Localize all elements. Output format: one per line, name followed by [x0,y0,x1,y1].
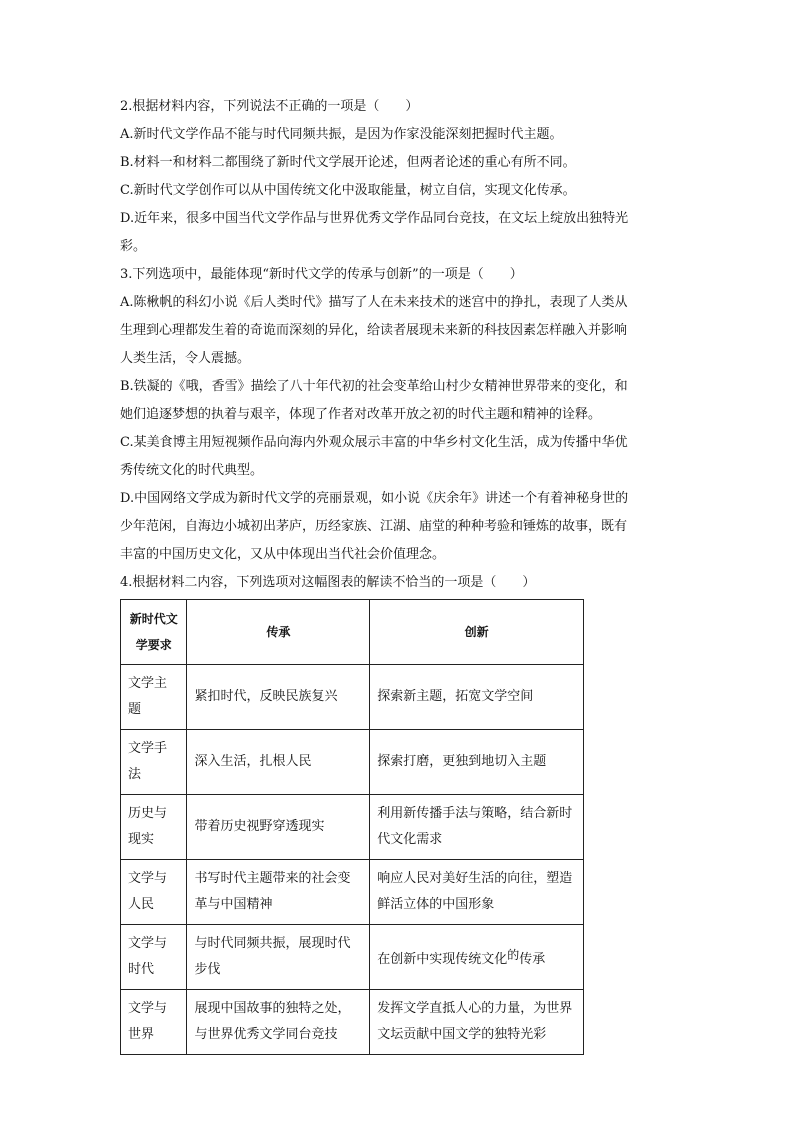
cell-superscript: 的 [507,947,520,962]
table-header: 新时代文学要求 [121,600,187,665]
q3-option-d-l3: 丰富的中国历史文化，又从中体现出当代社会价值理念。 [120,547,446,562]
question-4-stem: 4.根据材料二内容，下列选项对这幅图表的解读不恰当的一项是（ ） [120,575,536,590]
table-cell: 文学手法 [121,730,187,795]
table-row [121,860,584,925]
table-row [121,730,584,795]
q3-option-b-l2: 她们追逐梦想的执着与艰辛，体现了作者对改革开放之初的时代主题和精神的诠释。 [120,407,602,422]
table-cell: 探索打磨，更独到地切入主题 [370,730,584,795]
table-cell: 发挥文学直抵人心的力量，为世界文坛贡献中国文学的独特光彩 [370,990,584,1055]
table-cell: 书写时代主题带来的社会变革与中国精神 [187,860,370,925]
table-row [121,665,584,730]
q3-option-d-l2: 少年范闲，自海边小城初出茅庐，历经家族、江湖、庙堂的种种考验和锤炼的故事，既有 [120,519,628,534]
table-cell: 与时代同频共振，展现时代步伐 [187,925,370,990]
table-cell: 文学与人民 [121,860,187,925]
q3-option-b-l1: B.铁凝的《哦，香雪》描绘了八十年代初的社会变革给山村少女精神世界带来的变化，和 [120,379,628,394]
table-row [121,795,584,860]
q3-option-a-l1: A.陈楸帆的科幻小说《后人类时代》描写了人在未来技术的迷宫中的挣扎，表现了人类从 [120,295,628,310]
q2-option-d-cont: 彩。 [120,239,147,254]
q3-option-c-l2: 秀传统文化的时代典型。 [120,463,264,478]
table-cell: 文学与世界 [121,990,187,1055]
question-3-stem: 3.下列选项中，最能体现“新时代文学的传承与创新”的一项是（ ） [120,267,523,282]
table-cell: 带着历史视野穿透现实 [187,795,370,860]
table-cell: 历史与现实 [121,795,187,860]
table-cell: 紧扣时代，反映民族复兴 [187,665,370,730]
table-cell: 文学与时代 [121,925,187,990]
table-row [121,990,584,1055]
question-2-stem: 2.根据材料内容，下列说法不正确的一项是（ ） [120,99,419,114]
table-cell-mixed [370,925,584,990]
table-cell: 响应人民对美好生活的向往，塑造鲜活立体的中国形象 [370,860,584,925]
table-header-row [121,600,584,665]
table-cell: 展现中国故事的独特之处，与世界优秀文学同台竞技 [187,990,370,1055]
exam-page [120,93,680,1055]
q2-option-a: A.新时代文学作品不能与时代同频共振，是因为作家没能深刻把握时代主题。 [120,127,563,142]
cell-text-tail: 传承 [519,951,546,967]
q2-option-d: D.近年来，很多中国当代文学作品与世界优秀文学作品同台竞技，在文坛上绽放出独特光 [120,211,629,226]
table-header: 传承 [187,600,370,665]
table-cell: 深入生活，扎根人民 [187,730,370,795]
q3-option-c-l1: C.某美食博主用短视频作品向海内外观众展示丰富的中华乡村文化生活，成为传播中华优 [120,435,628,450]
table-cell: 文学主题 [121,665,187,730]
q2-option-c: C.新时代文学创作可以从中国传统文化中汲取能量，树立自信，实现文化传承。 [120,183,576,198]
table-cell: 探索新主题，拓宽文学空间 [370,665,584,730]
literature-table [120,599,584,1055]
q2-option-b: B.材料一和材料二都围绕了新时代文学展开论述，但两者论述的重心有所不同。 [120,155,576,170]
q3-option-a-l2: 生理到心理都发生着的奇诡而深刻的异化，给读者展现未来新的科技因素怎样融入并影响 [120,323,628,338]
q3-option-d-l1: D.中国网络文学成为新时代文学的亮丽景观，如小说《庆余年》讲述一个有着神秘身世的 [120,491,629,506]
q3-option-a-l3: 人类生活，令人震撼。 [120,351,251,366]
table-row [121,925,584,990]
cell-text: 在创新中实现传统文化 [377,951,508,967]
table-cell: 利用新传播手法与策略，结合新时代文化需求 [370,795,584,860]
table-header: 创新 [370,600,584,665]
